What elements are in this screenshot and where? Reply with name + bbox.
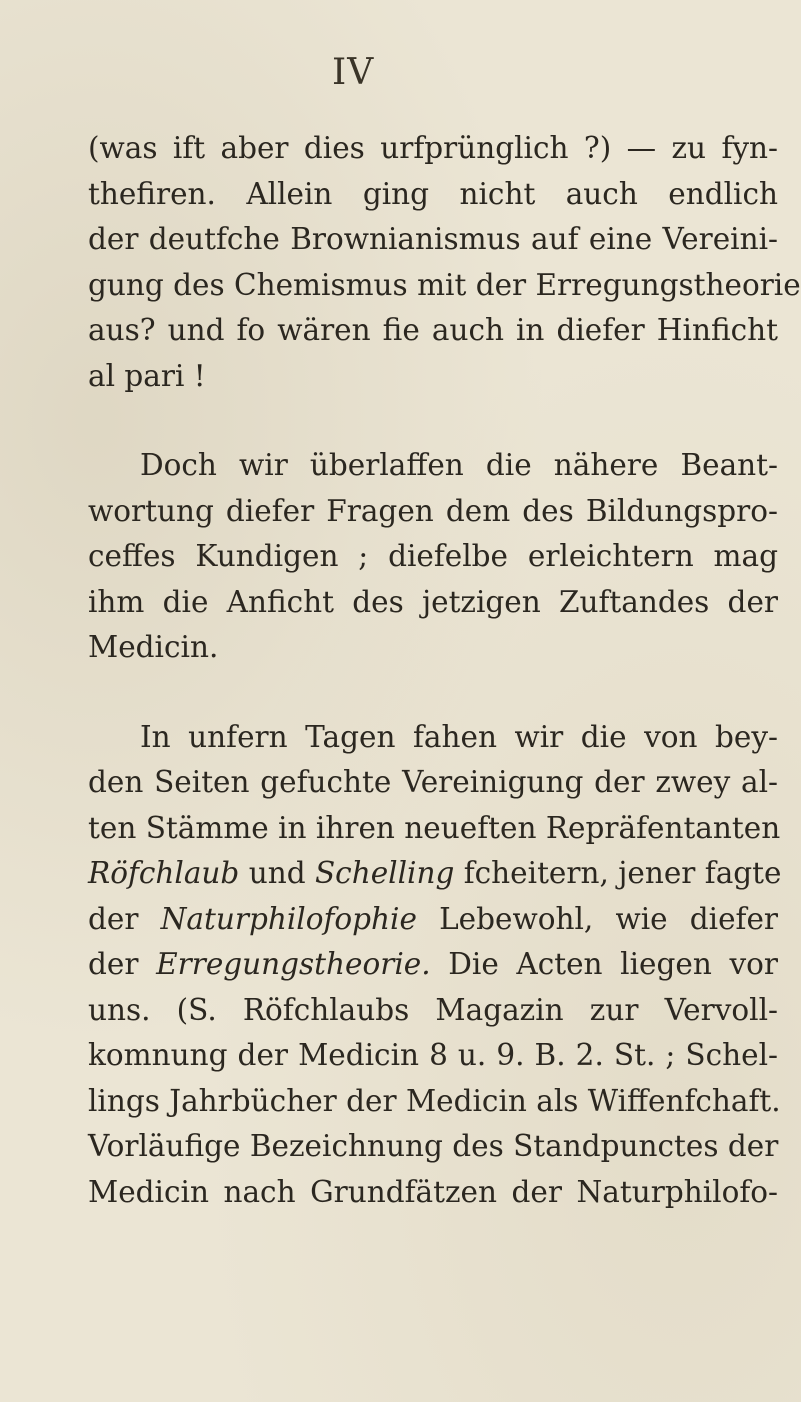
text-line: den Seiten gefuchte Vereinigung der zwey al- bbox=[88, 765, 778, 799]
text-line: lings Jahrbücher der Medicin als Wiffenfchaft. bbox=[88, 1083, 781, 1118]
page-folio: IV bbox=[332, 52, 375, 93]
text-line: Vorläufige Bezeichnung des Standpunctes der bbox=[88, 1129, 779, 1163]
text-line: Medicin nach Grundfätzen der Naturphilofo- bbox=[88, 1174, 778, 1209]
text-fragment: der bbox=[88, 947, 157, 981]
text-fragment: und bbox=[239, 856, 315, 890]
text-line: Medicin. bbox=[88, 630, 219, 664]
text-fragment: Die Acten liegen vor bbox=[430, 947, 779, 981]
paragraph-gap bbox=[88, 399, 778, 443]
text-line bbox=[88, 942, 778, 988]
text-line: wortung diefer Fragen dem des Bildungspro- bbox=[88, 493, 778, 528]
text-line: aus? und fo wären fie auch in diefer Hinficht bbox=[88, 313, 778, 347]
text-line bbox=[88, 851, 782, 897]
text-line bbox=[88, 897, 778, 943]
text-fragment: der bbox=[88, 901, 161, 936]
page-body-text bbox=[88, 126, 801, 1215]
text-line: (was ift aber dies urfprünglich ?) — zu fyn- bbox=[88, 131, 778, 165]
italic-term-erregungstheorie: Erregungstheorie. bbox=[156, 947, 431, 981]
text-line: ceffes Kundigen ; diefelbe erleichtern mag bbox=[88, 539, 778, 573]
text-fragment: Lebewohl, wie diefer bbox=[416, 901, 779, 936]
text-line: der deutfche Brownianismus auf eine Vereini- bbox=[88, 222, 778, 256]
paragraph-gap bbox=[88, 671, 778, 715]
text-line: In unfern Tagen fahen wir die von bey- bbox=[140, 719, 778, 754]
text-line: ihm die Anficht des jetzigen Zuftandes der bbox=[88, 584, 778, 619]
text-line: gung des Chemismus mit der Erregungstheorie bbox=[88, 267, 801, 302]
italic-term-naturphilosophie: Naturphilofophie bbox=[160, 901, 417, 936]
italic-name-roeschlaub: Röfchlaub bbox=[88, 856, 240, 890]
text-line: ten Stämme in ihren neueften Repräfentanten bbox=[88, 810, 781, 845]
text-line: thefiren. Allein ging nicht auch endlich bbox=[88, 176, 778, 211]
text-line: komnung der Medicin 8 u. 9. B. 2. St. ; Schel- bbox=[88, 1038, 778, 1072]
text-fragment: fcheitern, jener fagte bbox=[454, 856, 782, 890]
text-line: Doch wir überlaffen die nähere Beant- bbox=[140, 448, 778, 482]
text-line: al pari ! bbox=[88, 358, 206, 393]
text-line: uns. (S. Röfchlaubs Magazin zur Vervoll- bbox=[88, 992, 778, 1027]
italic-name-schelling: Schelling bbox=[314, 856, 455, 890]
